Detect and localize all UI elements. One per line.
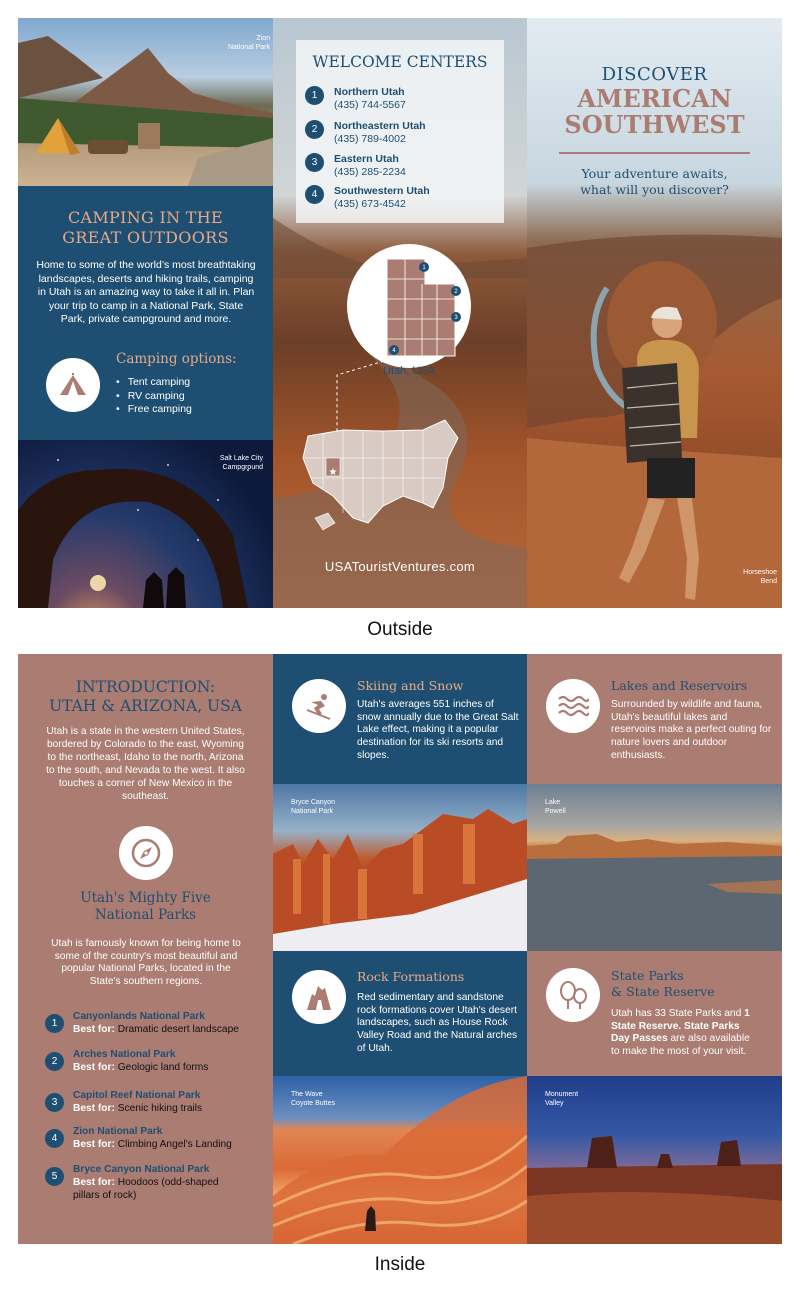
outside-caption: Outside — [367, 619, 433, 640]
photo-label: Campground — [222, 464, 263, 471]
best-for-label: Best for: — [73, 1102, 115, 1114]
svg-text:★: ★ — [328, 467, 338, 478]
park-name: Canyonlands National Park — [73, 1011, 205, 1022]
night-arch-photo — [18, 440, 273, 608]
photo-label: Lake — [545, 799, 561, 806]
lakes-body: Surrounded by wildlife and fauna, Utah's beautiful lakes and reservoirs make a perfect outing for nature lovers and outdoor enthusiasts. — [611, 699, 772, 761]
state-parks-title-line: & State Reserve — [611, 984, 715, 999]
tent-icon — [46, 358, 100, 412]
park-best-for: Geologic land forms — [117, 1061, 209, 1073]
photo-label: Valley — [545, 1100, 564, 1107]
photo-label: Monument — [545, 1091, 579, 1098]
activities-panel — [273, 654, 527, 1244]
skiing-body: Utah's averages 551 inches of snow annually due to the Great Salt Lake effect, making it a popular destination for its ski resorts and slopes. — [357, 699, 519, 761]
map-marker-label: 4 — [392, 348, 396, 354]
outside-spread — [18, 18, 782, 608]
rock-formations-title: Rock Formations — [357, 969, 465, 984]
park-item — [45, 1011, 239, 1037]
lakes-title: Lakes and Reservoirs — [611, 678, 748, 693]
intro-title-line: UTAH & ARIZONA, USA — [49, 697, 242, 715]
best-for-label: Best for: — [73, 1061, 115, 1073]
cover-discover: DISCOVER — [601, 64, 708, 85]
park-item — [45, 1164, 243, 1202]
number-badge: 4 — [305, 185, 324, 204]
center-name: Northeastern Utah — [334, 120, 426, 132]
photo-label: Horseshoe — [743, 569, 777, 576]
mighty-five-title-line: National Parks — [94, 907, 197, 923]
photo-label: The Wave — [291, 1091, 323, 1098]
intro-body: Utah is a state in the western United States, bordered by Colorado to the east, Wyoming to the northeast, Idaho to the north, Arizona to the south, and Nevada to the west. It also touches a corner of New Mexico in the southeast. — [46, 726, 245, 803]
list-item: • Free camping — [116, 403, 192, 417]
photo-label: Zion — [256, 35, 270, 42]
center-name: Southwestern Utah — [334, 185, 430, 197]
photo-label: Powell — [545, 808, 566, 815]
center-phone: (435) 285-2234 — [334, 166, 406, 178]
camping-panel — [18, 18, 273, 608]
number-badge: 3 — [45, 1093, 64, 1112]
center-name: Northern Utah — [334, 86, 405, 98]
number-badge: 4 — [45, 1129, 64, 1148]
park-name: Arches National Park — [73, 1049, 176, 1060]
best-for-label: Best for: — [73, 1176, 115, 1188]
state-parks-body-text: are also available to make the most of your visit. — [611, 1033, 750, 1058]
center-name: Eastern Utah — [334, 153, 399, 165]
lakes-parks-panel — [527, 654, 782, 1244]
welcome-centers-title: WELCOME CENTERS — [312, 53, 488, 71]
photo-label: Salt Lake City — [219, 455, 263, 462]
skier-icon — [292, 679, 346, 733]
photo-label: Bend — [760, 578, 777, 585]
intro-title-line: INTRODUCTION: — [75, 678, 216, 696]
cover-tagline-line: what will you discover? — [580, 182, 729, 197]
utah-map-label: Utah, USA — [383, 365, 435, 377]
cover-panel — [527, 18, 782, 608]
state-parks-body-bold: 1 State Reserve. State Parks Day Passes — [611, 1008, 750, 1045]
cover-title-line: AMERICAN — [577, 84, 732, 113]
number-badge: 5 — [45, 1167, 64, 1186]
inside-spread — [18, 654, 782, 1244]
map-marker-label: 2 — [454, 289, 458, 295]
center-phone: (435) 673-4542 — [334, 198, 406, 210]
divider — [559, 152, 750, 154]
list-item: • Tent camping — [116, 376, 192, 390]
website-text: USATouristVentures.com — [324, 559, 476, 574]
inside-caption: Inside — [374, 1254, 426, 1275]
the-wave-photo — [273, 1076, 527, 1244]
camping-options-list — [116, 376, 192, 417]
cover-tagline — [527, 166, 782, 198]
camping-title — [18, 208, 273, 248]
list-item: • RV camping — [116, 390, 192, 404]
photo-label: National Park — [227, 44, 270, 51]
photo-label: National Park — [291, 808, 334, 815]
park-item — [45, 1049, 208, 1075]
usa-map-icon — [273, 18, 527, 608]
monument-valley-photo — [527, 1076, 782, 1244]
park-best-for: Hoodoos (odd-shaped pillars of rock) — [73, 1176, 219, 1201]
state-parks-title-line: State Parks — [611, 968, 684, 983]
trees-icon — [546, 968, 600, 1022]
number-badge: 3 — [305, 153, 324, 172]
best-for-label: Best for: — [73, 1138, 115, 1150]
compass-icon — [119, 826, 173, 880]
camping-title-line: CAMPING IN THE — [67, 208, 224, 227]
welcome-panel — [273, 18, 527, 608]
center-phone: (435) 789-4002 — [334, 133, 406, 145]
rock-formation-icon — [292, 970, 346, 1024]
rock-formations-body: Red sedimentary and sandstone rock formations cover Utah's desert landscapes, such as House Rock Valley Road and the Natural arches of Utah. — [357, 992, 518, 1054]
map-marker-label: 3 — [454, 315, 458, 321]
number-badge: 2 — [305, 120, 324, 139]
photo-label: Coyote Buttes — [291, 1100, 335, 1107]
camping-title-line: GREAT OUTDOORS — [62, 228, 229, 247]
park-best-for: Scenic hiking trails — [117, 1102, 203, 1114]
skiing-title: Skiing and Snow — [357, 678, 464, 693]
camping-options-title: Camping options: — [116, 351, 237, 367]
park-name: Zion National Park — [73, 1126, 163, 1137]
center-phone: (435) 744-5567 — [334, 99, 406, 111]
photo-label: Bryce Canyon — [291, 799, 335, 806]
bryce-canyon-photo — [273, 784, 527, 951]
state-parks-body — [611, 1008, 761, 1059]
number-badge: 1 — [305, 86, 324, 105]
introduction-panel — [18, 654, 273, 1244]
intro-title — [18, 678, 273, 716]
mighty-five-title — [18, 890, 273, 924]
best-for-label: Best for: — [73, 1023, 115, 1035]
water-waves-icon — [546, 679, 600, 733]
horseshoe-bend-photo — [527, 18, 782, 608]
state-parks-body-text: Utah has 33 State Parks and — [611, 1008, 742, 1019]
zion-campsite-photo — [18, 18, 273, 186]
park-item — [45, 1126, 232, 1152]
mighty-five-title-line: Utah's Mighty Five — [80, 890, 211, 906]
park-best-for: Climbing Angel's Landing — [117, 1138, 232, 1150]
map-marker-label: 1 — [422, 265, 426, 271]
cover-tagline-line: Your adventure awaits, — [581, 166, 728, 181]
park-item — [45, 1090, 202, 1116]
cover-title — [527, 86, 782, 138]
park-best-for: Dramatic desert landscape — [117, 1023, 239, 1035]
camping-body: Home to some of the world’s most breathtaking landscapes, deserts and hiking trails, camping in Utah is an amazing way to take it all in. Plan your trip to camp in a National Park, State Park, private campground and more. — [36, 259, 256, 325]
number-badge: 1 — [45, 1014, 64, 1033]
lake-powell-photo — [527, 784, 782, 951]
state-parks-title — [611, 968, 715, 1000]
number-badge: 2 — [45, 1052, 64, 1071]
cover-title-line: SOUTHWEST — [564, 110, 745, 139]
park-name: Capitol Reef National Park — [73, 1090, 201, 1101]
park-name: Bryce Canyon National Park — [73, 1164, 210, 1175]
mighty-five-body: Utah is famously known for being home to some of the country's most beautiful and popular National Parks, located in the State's southern regions. — [51, 938, 241, 987]
